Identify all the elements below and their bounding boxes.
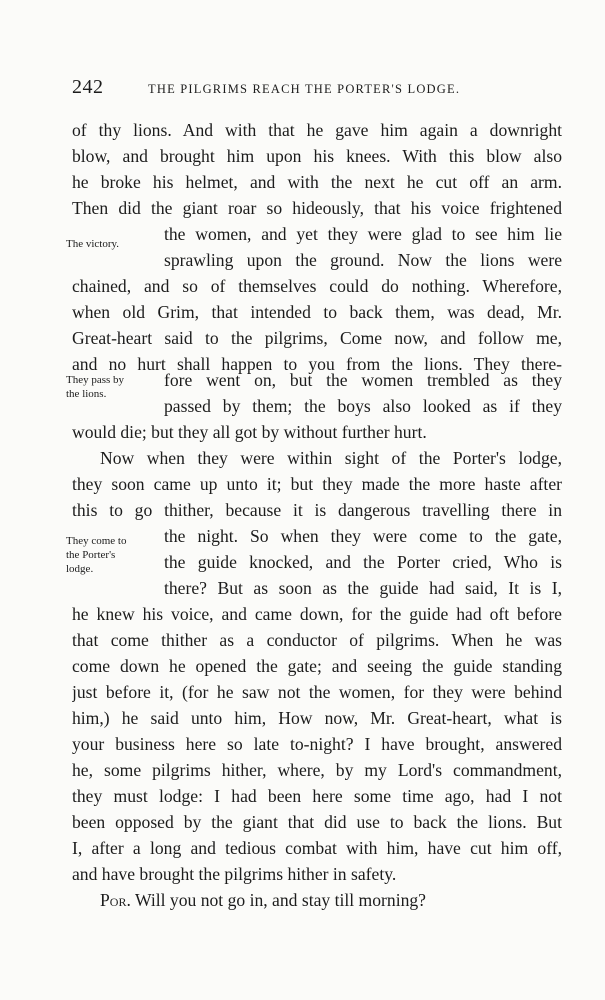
text-line: he, some pilgrims hither, where, by my Lord's commandment, xyxy=(72,760,562,780)
text-line: they must lodge: I had been here some time ago, had I not xyxy=(72,786,562,806)
text-line: Now when they were within sight of the Porter's lodge, xyxy=(100,448,562,468)
text-line: Then did the giant roar so hideously, that his voice frightened xyxy=(72,198,562,218)
margin-note-porter-end: lodge. xyxy=(66,563,94,575)
dialogue-line xyxy=(100,888,562,912)
margin-note-lions-cont: the lions. xyxy=(66,388,107,400)
text-line: and no hurt shall happen to you from the lions. They there- xyxy=(72,354,562,374)
text-line: him,) he said unto him, How now, Mr. Great-heart, what is xyxy=(72,708,562,728)
text-line: this to go thither, because it is dangerous travelling there in xyxy=(72,500,562,520)
text-line: passed by them; the boys also looked as if they xyxy=(164,396,562,416)
margin-note-porter-cont: the Porter's xyxy=(66,549,116,561)
page-header xyxy=(72,76,532,104)
margin-note-lions: They pass by xyxy=(66,374,125,386)
text-line: your business here so late to-night? I have brought, answered xyxy=(72,734,562,754)
dialogue-text: Will you not go in, and stay till morning? xyxy=(134,890,426,910)
text-line: there? But as soon as the guide had said, It is I, xyxy=(164,578,562,598)
text-line: Great-heart said to the pilgrims, Come now, and follow me, xyxy=(72,328,562,348)
text-line: when old Grim, that intended to back them, was dead, Mr. xyxy=(72,302,562,322)
text-line: sprawling upon the ground. Now the lions were xyxy=(164,250,562,270)
text-line: would die; but they all got by without further hurt. xyxy=(72,422,427,442)
text-line: the women, and yet they were glad to see him lie xyxy=(164,224,562,244)
text-line: he knew his voice, and came down, for the guide had oft before xyxy=(72,604,562,624)
text-line: and have brought the pilgrims hither in safety. xyxy=(72,864,397,884)
text-line: the guide knocked, and the Porter cried, Who is xyxy=(164,552,562,572)
margin-note-victory: The victory. xyxy=(66,238,120,250)
text-line: chained, and so of themselves could do nothing. Wherefore, xyxy=(72,276,562,296)
text-line: been opposed by the giant that did use to back the lions. But xyxy=(72,812,562,832)
text-line: fore went on, but the women trembled as they xyxy=(164,370,562,390)
page-number: 242 xyxy=(72,76,104,98)
text-line: of thy lions. And with that he gave him again a downright xyxy=(72,120,562,140)
running-title: THE PILGRIMS REACH THE PORTER'S LODGE. xyxy=(148,82,461,96)
text-line: come down he opened the gate; and seeing the guide standing xyxy=(72,656,562,676)
text-line: that come thither as a conductor of pilgrims. When he was xyxy=(72,630,562,650)
text-line: I, after a long and tedious combat with him, have cut him off, xyxy=(72,838,562,858)
speaker-label: Por. xyxy=(100,890,131,910)
margin-note-porter: They come to xyxy=(66,535,127,547)
text-line: just before it, (for he saw not the women, for they were behind xyxy=(72,682,562,702)
text-line: blow, and brought him upon his knees. With this blow also xyxy=(72,146,562,166)
text-line: he broke his helmet, and with the next he cut off an arm. xyxy=(72,172,562,192)
text-line: the night. So when they were come to the gate, xyxy=(164,526,562,546)
text-line: they soon came up unto it; but they made the more haste after xyxy=(72,474,562,494)
